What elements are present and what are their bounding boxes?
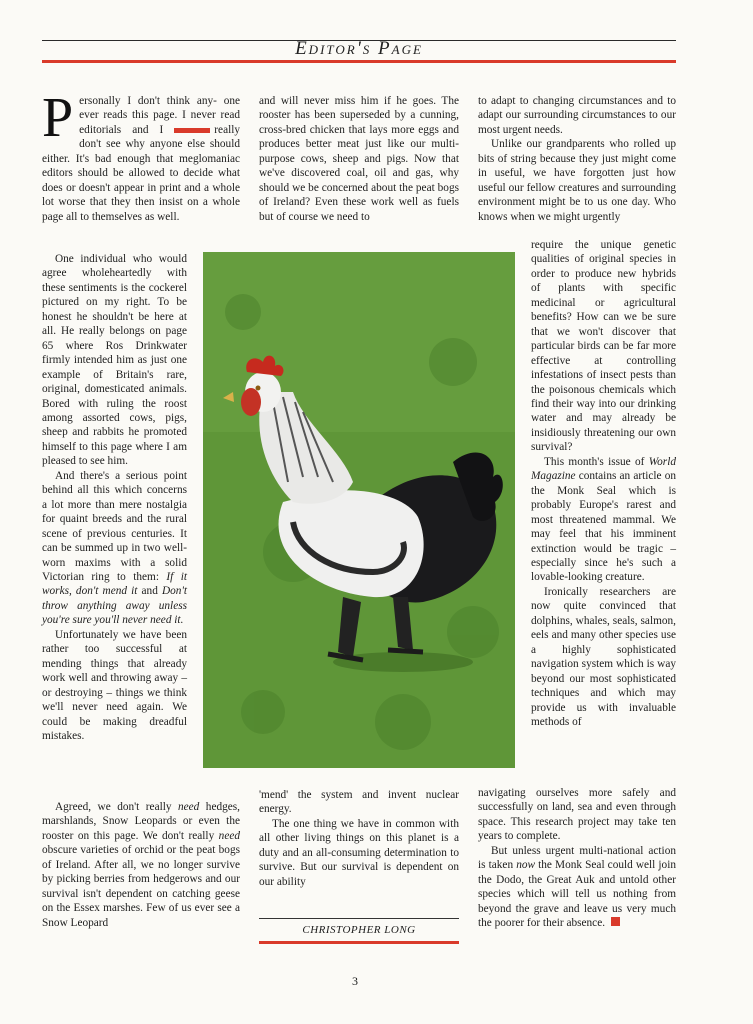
- paragraph-monk-seal: [531, 455, 676, 585]
- unless-text-2: the Monk Seal could well join the Dodo, the Great Auk and untold other species which will tell us nothing from beyond the grave and leave us very much the poorer for their absence.: [478, 859, 676, 930]
- opening-paragraph: [42, 87, 241, 224]
- opening-line-4: really don't see why anyone: [79, 123, 241, 151]
- column-3-bottom: [478, 786, 676, 931]
- agreed-text-1: Agreed, we don't really: [55, 801, 178, 813]
- column-1-bottom: [42, 800, 240, 930]
- opening-rest: else should either. It's bad enough that meglomaniac editors should be allowed to decide what does or doesn't appear in print and a whole lot worse that they then insist on a whole page all to themselves as well.: [42, 138, 240, 223]
- author-signature: CHRISTOPHER LONG: [302, 924, 416, 936]
- paragraph-survive: The one thing we have in common with all other living things on this planet is a duty and an all-consuming determination to survive. But our survival is dependent on our ability: [259, 817, 459, 888]
- red-dash-ornament: [174, 128, 210, 133]
- opening-line-1: ersonally I don't think any-: [79, 95, 217, 107]
- maxim-conjunction: and: [137, 585, 162, 598]
- paragraph-unless: [478, 844, 676, 931]
- column-1-top: [42, 87, 241, 224]
- agreed-text-3: obscure varieties of orchid or the peat bogs of Ireland. After all, we no longer survive by picking berries from hedgerows and our survival isn't dependent on catching geese on the Essex marshes. Few of us ever see a Snow Leopard: [42, 844, 240, 929]
- paragraph-serious-point: [42, 469, 187, 628]
- monk-seal-text-1: This month's issue of: [544, 455, 649, 468]
- paragraph-grandparents: Unlike our grandparents who rolled up bits of string because they just might come in useful, we have forgotten just how useful our fellow creatures and surrounding environment might be to us one day. Who knows when we might urgently: [478, 138, 676, 223]
- column-2-top: [259, 94, 459, 224]
- page-number: 3: [352, 974, 358, 988]
- need-emphasis-1: need: [178, 801, 200, 813]
- now-emphasis: now: [516, 859, 536, 872]
- column-3-narrow: [531, 238, 676, 729]
- paragraph-genetic: require the unique genetic qualities of original species in order to produce new hybrids of plants with specific medicinal or agricultural benefits? How can we be sure that we won't discover that particular birds can be far more effective at controlling infestations of insect pests than the poisonous chemicals which find their way into our drinking water and may already be insidiously threatening our own survival?: [531, 239, 676, 454]
- paragraph-unfortunately: Unfortunately we have been rather too successful at mending things that already work well and throwing away – or destroying – things we think we'll never need again. We could be making dreadful mistakes.: [42, 628, 187, 742]
- need-emphasis-2: need: [218, 829, 240, 842]
- unless-text-1: But unless urgent multi-national action is taken: [478, 844, 676, 872]
- agreed-text-2: hedges, marshlands, Snow Leopards or even the rooster on this page. We don't really: [42, 801, 240, 842]
- paragraph-cockerel: One individual who would agree wholeheartedly with these sentiments is the cockerel pictured on my right. To be honest he shouldn't be here at all. He really belongs on page 65 where Ros Drinkwater firmly intended him as just one example of Britain's rare, original, domesticated animals. Bored with ruling the roost among assorted cows, pigs, sheep and rabbits he promoted himself to this page where I am pleased to see him.: [42, 253, 187, 468]
- page-title: Editor's Page: [295, 38, 423, 59]
- paragraph-agreed: [42, 800, 240, 930]
- paragraph-adapt: to adapt to changing circumstances and to adapt our surrounding circumstances to our most urgent needs.: [478, 95, 676, 136]
- paragraph-ironically: Ironically researchers are now quite convinced that dolphins, whales, seals, salmon, eels and many other species use a highly sophisticated navigation system which is way beyond our most sophisticated techniques and which may provide us with invaluable methods of: [531, 585, 676, 728]
- column-3-top: [478, 94, 676, 224]
- serious-point-text: And there's a serious point behind all this which concerns a lot more than mere nostalgia for quaint breeds and the rural scene of previous centuries. It can be summed up in two well-worn maxims with a solid Victorian ring to them:: [42, 469, 187, 583]
- monk-seal-text-2: contains an article on the Monk Seal which is probably Europe's rarest and most threatened mammal. We may feel that his imminent extinction would be tragic – especially since he's such a lovable-looking creature.: [531, 470, 676, 584]
- signature-red-rule: [259, 941, 459, 944]
- column-2-continuation: and will never miss him if he goes. The rooster has been superseded by a cunning, cross-bred chicken that lays more eggs and produces better meat just like our multi-purpose cows, sheep and pigs. Now that we've discovered coal, oil and gas, why should we be concerned about the peat bogs of Ireland? Even these work well as fuels but of course we need to: [259, 95, 459, 223]
- header-red-rule: [42, 60, 676, 63]
- dropcap: P: [42, 87, 74, 149]
- column-1-narrow: [42, 252, 187, 743]
- maxim-1: If it works, don't mend it: [42, 570, 187, 598]
- paragraph-mend: 'mend' the system and invent nuclear energy.: [259, 789, 459, 816]
- rooster-photo: [203, 252, 515, 768]
- opening-line-3: never read editorials and I: [79, 109, 240, 136]
- magazine-title: World Magazine: [531, 455, 676, 483]
- paragraph-navigating: navigating ourselves more safely and successfully on land, sea and even through space. This research project may take ten years to complete.: [478, 787, 676, 843]
- maxim-2: Don't throw anything away unless you're sure you'll never need it.: [42, 585, 187, 627]
- signature-rule: [259, 918, 459, 919]
- rooster-illustration: [203, 252, 515, 768]
- end-mark: [611, 917, 620, 926]
- opening-line-2: one ever reads this page. I: [79, 95, 240, 122]
- column-2-bottom: [259, 788, 459, 889]
